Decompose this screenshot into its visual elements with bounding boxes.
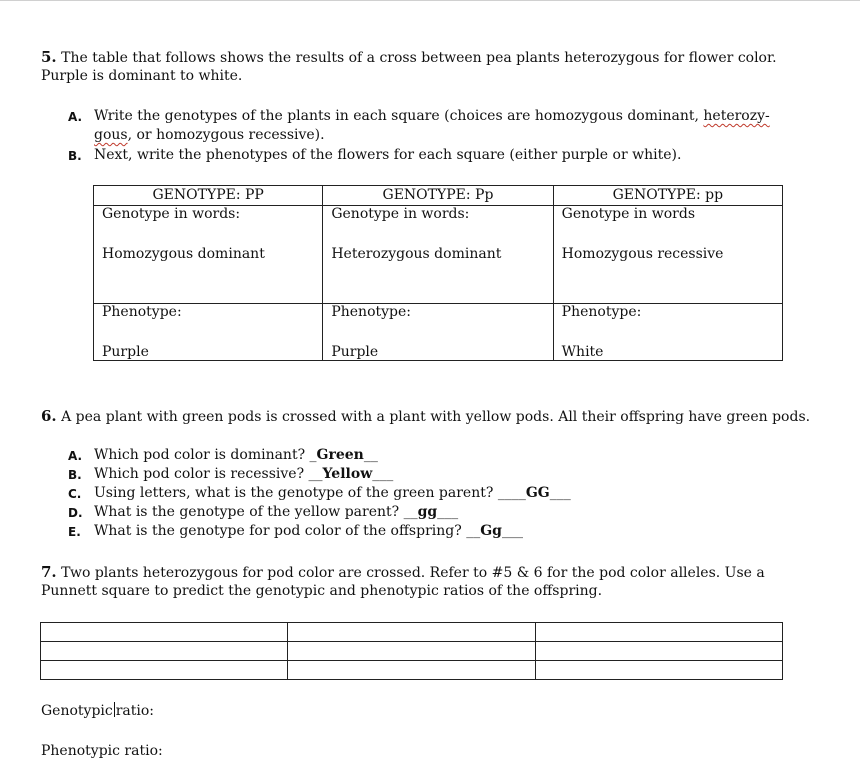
q6-item-c — [94, 484, 571, 503]
spellcheck-word: gous — [94, 127, 128, 143]
q7-intro-line1 — [41, 563, 765, 583]
q5-item-a-line2 — [94, 126, 325, 145]
question-text: Which pod color is dominant? — [94, 447, 310, 463]
page-top-border — [0, 0, 860, 1]
genotype-label: Genotype in words — [561, 206, 695, 222]
spellcheck-word: heterozy- — [703, 108, 770, 124]
phenotype-cell[interactable] — [94, 304, 323, 361]
punnett-square-table — [40, 622, 783, 680]
q7-text-line1: Two plants heterozygous for pod color are crossed. Refer to #5 & 6 for the pod color alleles. Use a — [61, 565, 765, 581]
q6-text: A pea plant with green pods is crossed with a plant with yellow pods. All their offspring have green pods. — [61, 409, 811, 425]
table-header-cell: GENOTYPE: Pp — [323, 186, 553, 206]
q5-item-a-line1 — [94, 107, 770, 126]
table-header-cell: GENOTYPE: pp — [553, 186, 782, 206]
question-text: Which pod color is recessive? — [94, 466, 309, 482]
table-genotype-row — [94, 206, 783, 304]
genotype-label: Genotype in words: — [102, 206, 241, 222]
answer-blank[interactable]: __ — [308, 466, 323, 482]
q5-number: 5. — [41, 48, 57, 66]
punnett-cell[interactable] — [288, 642, 535, 661]
q6-item-d-letter: D. — [68, 506, 83, 520]
q6-item-a — [94, 446, 378, 465]
punnett-row — [41, 623, 783, 642]
q6-item-b-letter: B. — [68, 468, 82, 482]
answer-text[interactable]: Green — [316, 447, 364, 463]
answer-blank[interactable]: __ — [466, 523, 481, 539]
q6-item-c-letter: C. — [68, 487, 82, 501]
q5-text-line1: The table that follows shows the results of a cross between pea plants heterozygous for flower color. — [61, 50, 777, 66]
q5-item-a-letter: A. — [68, 110, 83, 124]
answer-text[interactable]: GG — [525, 485, 550, 501]
text-cursor — [114, 702, 115, 717]
q6-item-d — [94, 503, 458, 522]
punnett-row — [41, 661, 783, 680]
q5-item-a-text: Write the genotypes of the plants in each square (choices are homozygous dominant, — [94, 108, 704, 124]
question-text: Using letters, what is the genotype of the green parent? — [94, 485, 498, 501]
answer-text[interactable]: gg — [417, 504, 438, 520]
punnett-cell[interactable] — [41, 623, 288, 642]
punnett-row — [41, 642, 783, 661]
table-header-cell: GENOTYPE: PP — [94, 186, 323, 206]
answer-blank[interactable]: ___ — [501, 523, 523, 539]
q5-item-b-letter: B. — [68, 149, 82, 163]
q6-item-e — [94, 522, 523, 541]
genotypic-ratio-field[interactable] — [41, 702, 154, 721]
phenotype-cell[interactable] — [553, 304, 782, 361]
q5-item-a-text-end: , or homozygous recessive). — [127, 127, 325, 143]
q5-intro-line1 — [41, 48, 777, 68]
answer-blank[interactable]: ___ — [437, 504, 459, 520]
q6-item-a-letter: A. — [68, 449, 83, 463]
genotypic-ratio-label-b: ratio: — [115, 703, 155, 719]
genotype-phenotype-table — [93, 185, 783, 361]
punnett-cell[interactable] — [41, 661, 288, 680]
genotype-cell[interactable] — [94, 206, 323, 304]
phenotypic-ratio-label: Phenotypic ratio: — [41, 743, 163, 759]
answer-text[interactable]: Yellow — [322, 466, 373, 482]
answer-blank[interactable]: ___ — [372, 466, 394, 482]
answer-blank[interactable]: __ — [363, 447, 378, 463]
genotype-cell[interactable] — [323, 206, 553, 304]
answer-blank[interactable]: __ — [403, 504, 418, 520]
punnett-cell[interactable] — [288, 623, 535, 642]
q6-item-e-letter: E. — [68, 525, 81, 539]
genotype-cell[interactable] — [553, 206, 782, 304]
genotype-value: Homozygous dominant — [102, 246, 265, 262]
phenotype-cell[interactable] — [323, 304, 553, 361]
genotype-label: Genotype in words: — [331, 206, 470, 222]
question-text: What is the genotype for pod color of the offspring? — [94, 523, 467, 539]
question-text: What is the genotype of the yellow parent? — [94, 504, 404, 520]
answer-text[interactable]: Gg — [480, 523, 502, 539]
punnett-cell[interactable] — [288, 661, 535, 680]
table-phenotype-row — [94, 304, 783, 361]
q5-item-b-text: Next, write the phenotypes of the flowers for each square (either purple or white). — [94, 147, 682, 163]
phenotype-label: Phenotype: — [331, 304, 411, 320]
punnett-cell[interactable] — [535, 623, 782, 642]
genotypic-ratio-label-a: Genotypic — [41, 703, 113, 719]
q7-intro-line2: Punnett square to predict the genotypic and phenotypic ratios of the offspring. — [41, 583, 603, 599]
phenotype-label: Phenotype: — [102, 304, 182, 320]
q6-item-b — [94, 465, 393, 484]
answer-blank[interactable]: ___ — [549, 485, 571, 501]
phenotype-value: Purple — [102, 344, 149, 360]
phenotype-value: White — [561, 344, 604, 360]
phenotypic-ratio-field[interactable] — [41, 742, 163, 761]
q5-intro-line2: Purple is dominant to white. — [41, 68, 243, 84]
q6-intro — [41, 407, 810, 427]
punnett-cell[interactable] — [535, 661, 782, 680]
q6-number: 6. — [41, 407, 57, 425]
phenotype-value: Purple — [331, 344, 379, 360]
punnett-cell[interactable] — [535, 642, 782, 661]
answer-blank[interactable]: _ — [309, 447, 317, 463]
table-header-row — [94, 186, 783, 206]
q7-number: 7. — [41, 563, 57, 581]
answer-blank[interactable]: ____ — [497, 485, 526, 501]
phenotype-label: Phenotype: — [561, 304, 642, 320]
genotype-value: Homozygous recessive — [561, 246, 724, 262]
punnett-cell[interactable] — [41, 642, 288, 661]
genotype-value: Heterozygous dominant — [331, 246, 502, 262]
